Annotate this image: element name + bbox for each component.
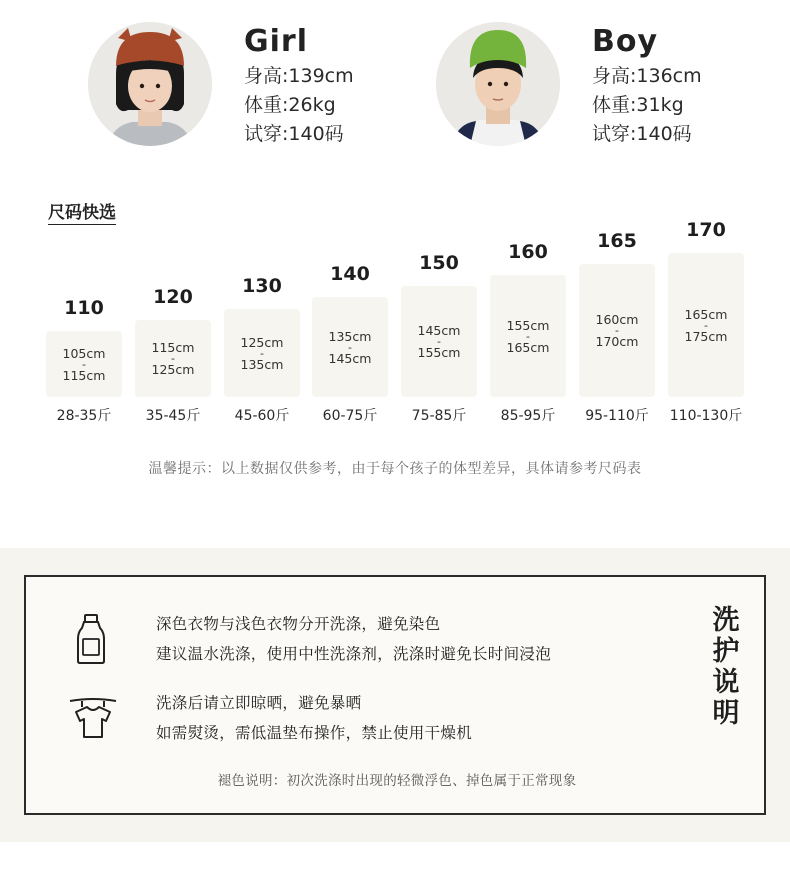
height-min: 160cm <box>595 312 639 327</box>
size-label: 170 <box>686 219 726 241</box>
size-weight-range: 85-95斤 <box>500 408 556 424</box>
size-selector-title: 尺码快选 <box>48 203 116 223</box>
care-dry-line: 洗涤后请立即晾晒，避免暴晒 <box>156 694 362 712</box>
fading-note: 褪色说明：初次洗涤时出现的轻微浮色、掉色属于正常现象 <box>217 773 577 789</box>
range-dash: - <box>615 324 619 337</box>
size-weight-range: 35-45斤 <box>145 408 201 424</box>
size-height-card[interactable] <box>135 320 211 397</box>
model-height: 身高:136cm <box>592 65 702 87</box>
care-dry-line: 如需熨烫，需低温垫布操作，禁止使用干燥机 <box>156 724 473 742</box>
size-height-card[interactable] <box>668 253 744 397</box>
size-height-card[interactable] <box>490 275 566 397</box>
care-title-char: 护 <box>712 636 740 667</box>
height-max: 165cm <box>506 339 550 355</box>
range-dash: - <box>704 318 708 332</box>
size-weight-range: 60-75斤 <box>322 408 378 424</box>
height-max: 170cm <box>595 334 639 349</box>
care-title-char: 说 <box>712 667 740 698</box>
size-height-card[interactable] <box>46 331 122 397</box>
model-weight: 体重:31kg <box>592 94 684 116</box>
care-panel <box>24 575 766 815</box>
size-label: 165 <box>597 230 637 252</box>
model-name: Boy <box>592 24 659 59</box>
size-weight-range: 110-130斤 <box>669 408 743 424</box>
size-height-card[interactable] <box>579 264 655 397</box>
size-label: 140 <box>330 263 370 285</box>
girl-photo-icon <box>88 22 212 146</box>
size-label: 120 <box>153 286 193 308</box>
range-dash: - <box>82 357 86 371</box>
height-min: 155cm <box>506 317 550 333</box>
girl-avatar <box>88 22 212 146</box>
range-dash: - <box>526 329 530 343</box>
height-max: 125cm <box>151 362 195 377</box>
size-weight-range: 95-110斤 <box>585 408 649 424</box>
model-height: 身高:139cm <box>244 65 354 87</box>
height-min: 105cm <box>62 345 106 361</box>
height-min: 145cm <box>417 323 461 338</box>
size-height-card[interactable] <box>312 297 388 397</box>
height-max: 145cm <box>328 350 372 366</box>
height-max: 115cm <box>62 367 106 383</box>
model-weight: 体重:26kg <box>244 94 336 116</box>
girl-info <box>244 22 464 149</box>
care-wash-line: 建议温水洗涤，使用中性洗涤剂，洗涤时避免长时间浸泡 <box>156 645 552 663</box>
height-max: 135cm <box>240 356 284 372</box>
size-tip: 温馨提示：以上数据仅供参考，由于每个孩子的体型差异，具体请参考尺码表 <box>148 461 642 477</box>
boy-avatar <box>436 22 560 146</box>
range-dash: - <box>348 340 352 354</box>
range-dash: - <box>260 346 264 360</box>
size-label: 150 <box>419 252 459 274</box>
boy-info <box>592 22 790 149</box>
size-height-card[interactable] <box>224 309 300 397</box>
height-max: 155cm <box>417 345 461 360</box>
height-min: 125cm <box>240 334 284 350</box>
size-height-card[interactable] <box>401 286 477 397</box>
size-label: 110 <box>64 297 104 319</box>
height-min: 135cm <box>328 328 372 344</box>
care-title <box>706 605 746 729</box>
height-min: 165cm <box>684 306 728 322</box>
care-title-char: 明 <box>712 698 740 729</box>
size-weight-range: 75-85斤 <box>411 408 467 424</box>
detergent-bottle-icon <box>76 613 106 669</box>
range-dash: - <box>437 335 441 348</box>
height-min: 115cm <box>151 340 195 355</box>
hanging-shirt-icon <box>68 695 118 745</box>
size-weight-range: 28-35斤 <box>56 408 112 424</box>
range-dash: - <box>171 352 175 365</box>
care-title-char: 洗 <box>712 605 740 636</box>
size-weight-range: 45-60斤 <box>234 408 290 424</box>
model-trial-size: 试穿:140码 <box>244 123 344 145</box>
size-label: 160 <box>508 241 548 263</box>
height-max: 175cm <box>684 328 728 344</box>
model-name: Girl <box>244 24 308 59</box>
boy-photo-icon <box>436 22 560 146</box>
size-label: 130 <box>242 275 282 297</box>
care-wash-line: 深色衣物与浅色衣物分开洗涤，避免染色 <box>156 615 441 633</box>
model-trial-size: 试穿:140码 <box>592 123 692 145</box>
